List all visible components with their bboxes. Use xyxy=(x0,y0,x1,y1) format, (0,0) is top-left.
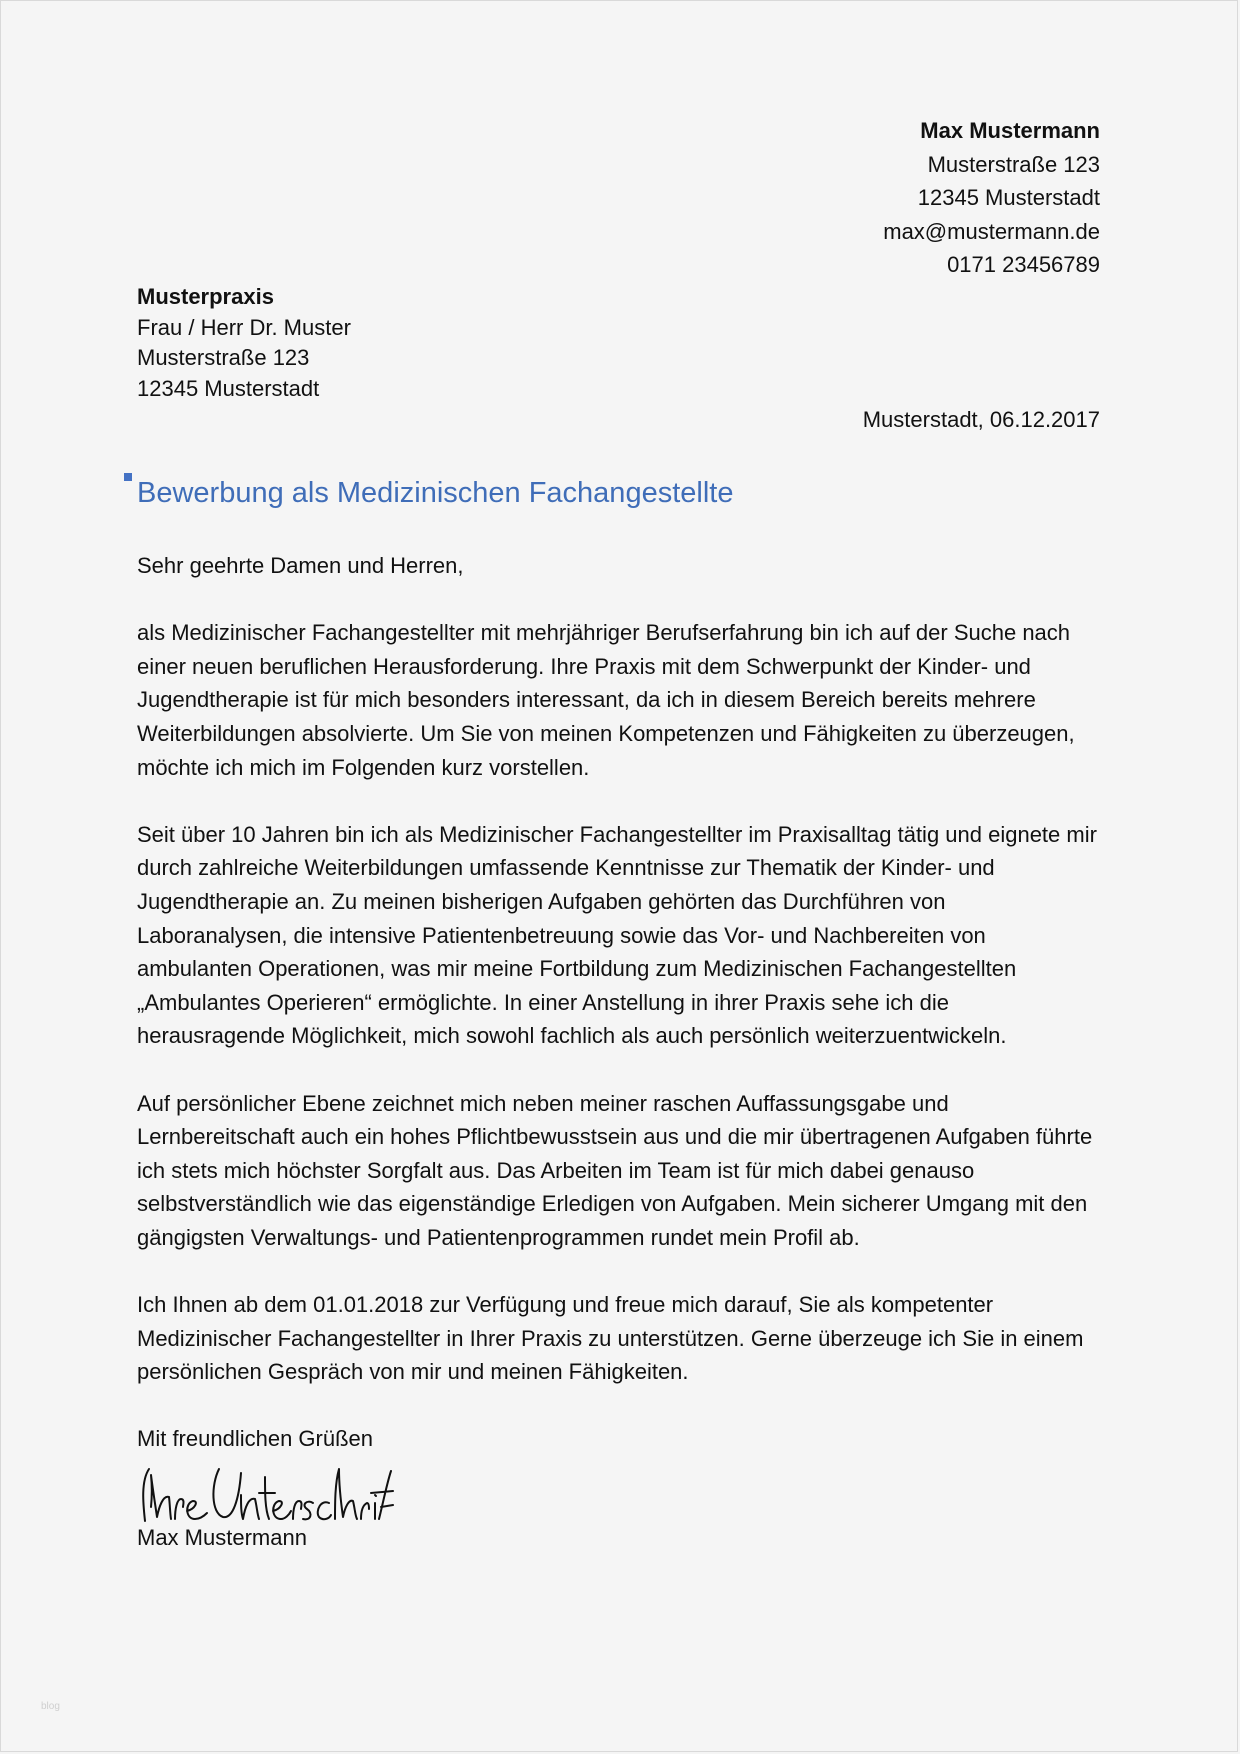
body-paragraph-2: Seit über 10 Jahren bin ich als Medizinischer Fachangestellter im Praxisalltag tätig und eignete mir durch zahlreiche Weiterbildungen umfassende Kenntnisse zur Thematik der Kinder- und Jugendtherapie an. Zu meinen bisherigen Aufgaben gehörten das Durchführen von Laboranalysen, die intensive Patientenbetreuung sowie das Vor- und Nachbereiten von ambulanten Operationen, was mir meine Fortbildung zum Medizinischen Fachangestellten „Ambulantes Operieren“ ermöglichte. In einer Anstellung in ihrer Praxis sehe ich die herausragende Möglichkeit, mich sowohl fachlich als auch persönlich weiterzuentwickeln. xyxy=(137,821,1097,1049)
salutation: Sehr geehrte Damen und Herren, xyxy=(137,553,464,578)
closing: Mit freundlichen Grüßen xyxy=(137,1426,373,1452)
letter-body xyxy=(137,549,1097,1490)
sender-city: 12345 Musterstadt xyxy=(917,185,1100,210)
subject-heading: Bewerbung als Medizinischen Fachangestellte xyxy=(137,477,734,509)
handwritten-signature xyxy=(135,1463,395,1525)
recipient-contact: Frau / Herr Dr. Muster xyxy=(137,314,351,340)
letter-date: Musterstadt, 06.12.2017 xyxy=(862,407,1100,432)
watermark: blog xyxy=(41,1701,60,1712)
sender-phone: 0171 23456789 xyxy=(947,252,1100,277)
sender-block xyxy=(883,114,1100,282)
sender-email: max@mustermann.de xyxy=(883,218,1100,244)
recipient-street: Musterstraße 123 xyxy=(137,345,310,370)
sender-name: Max Mustermann xyxy=(920,118,1100,143)
recipient-city: 12345 Musterstadt xyxy=(137,375,320,401)
body-paragraph-3: Auf persönlicher Ebene zeichnet mich neben meiner raschen Auffassungsgabe und Lernbereitschaft auch ein hohes Pflichtbewusstsein aus und die mir übertragenen Aufgaben führte ich stets mich höchster Sorgfalt aus. Das Arbeiten im Team ist für mich dabei genauso selbstverständlich wie das eigenständige Erledigen von Aufgaben. Mein sicherer Umgang mit den gängigsten Verwaltungs- und Patientenprogrammen rundet mein Profil ab. xyxy=(137,1090,1093,1250)
heading-marker-icon xyxy=(124,473,132,481)
recipient-org: Musterpraxis xyxy=(137,284,274,309)
recipient-block xyxy=(137,282,351,404)
body-paragraph-1: als Medizinischer Fachangestellter mit mehrjähriger Berufserfahrung bin ich auf der Suche nach einer neuen beruflichen Herausforderung. Ihre Praxis mit dem Schwerpunkt der Kinder- und Jugendtherapie ist für mich besonders interessant, da ich in diesem Bereich bereits mehrere Weiterbildungen absolvierte. Um Sie von meinen Kompetenzen und Fähigkeiten zu überzeugen, möchte ich mich im Folgenden kurz vorstellen. xyxy=(137,620,1075,780)
signer-name: Max Mustermann xyxy=(137,1525,307,1550)
body-paragraph-4: Ich Ihnen ab dem 01.01.2018 zur Verfügung und freue mich darauf, Sie als kompetenter Medizinischer Fachangestellter in Ihrer Praxis zu unterstützen. Gerne überzeuge ich Sie in einem persönlichen Gespräch von mir und meinen Fähigkeiten. xyxy=(137,1292,1084,1385)
sender-street: Musterstraße 123 xyxy=(927,151,1100,177)
